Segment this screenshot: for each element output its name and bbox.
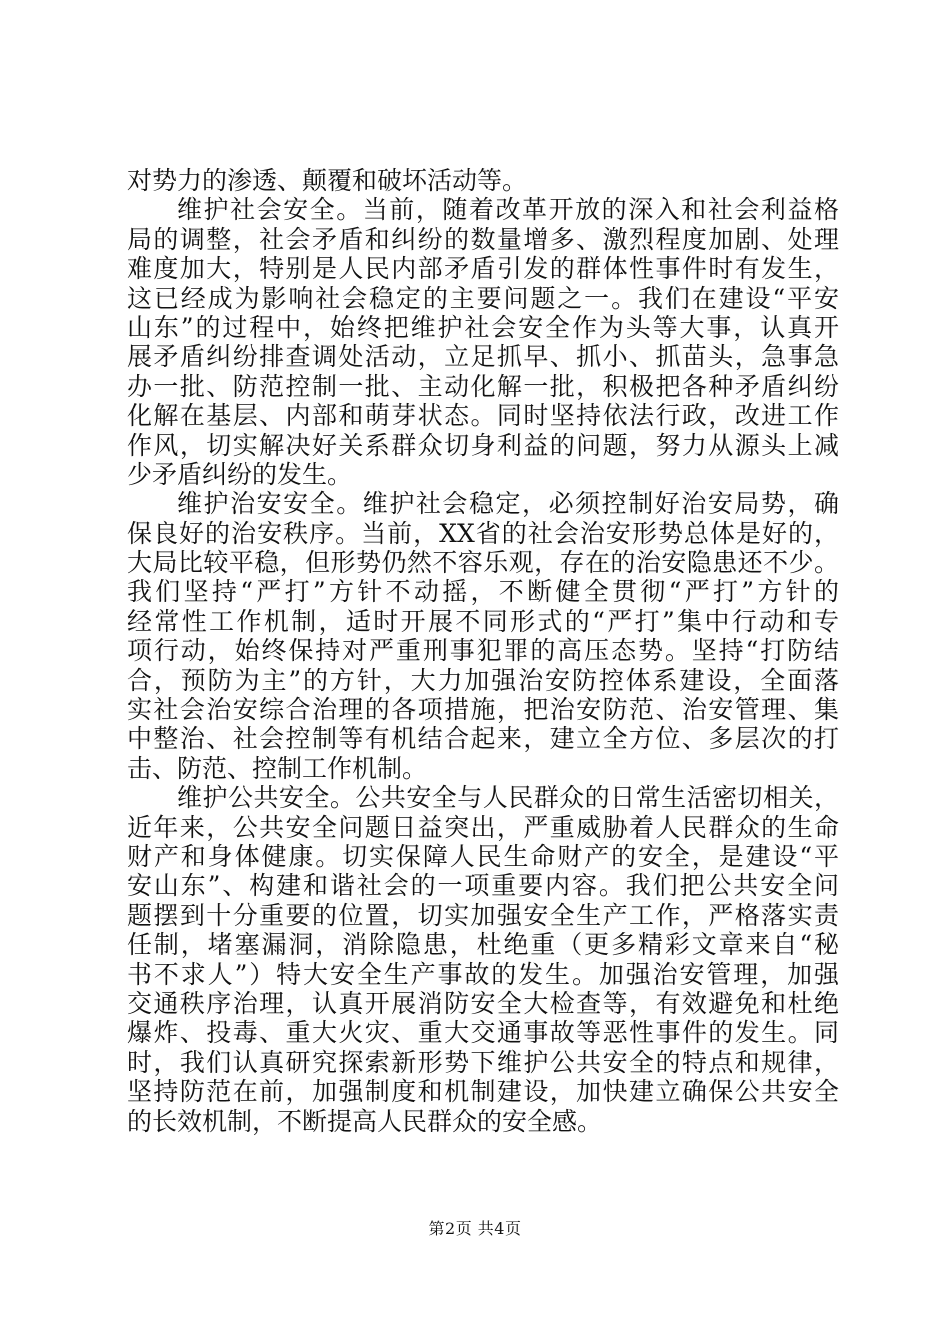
text-line: 山东”的过程中，始终把维护社会安全作为头等大事，认真开 bbox=[127, 312, 839, 342]
text-line: 作风，切实解决好关系群众切身利益的问题，努力从源头上减 bbox=[127, 430, 839, 460]
text-line: 这已经成为影响社会稳定的主要问题之一。我们在建设“平安 bbox=[127, 283, 839, 313]
text-line: 坚持防范在前，加强制度和机制建设，加快建立确保公共安全 bbox=[127, 1077, 839, 1107]
page-footer: 第2页 共4页 bbox=[428, 1219, 522, 1238]
text-line: 安山东”、构建和谐社会的一项重要内容。我们把公共安全问 bbox=[127, 871, 839, 901]
text-line: 维护公共安全。公共安全与人民群众的日常生活密切相关， bbox=[177, 783, 839, 813]
text-line: 经常性工作机制，适时开展不同形式的“严打”集中行动和专 bbox=[127, 606, 839, 636]
text-line: 合，预防为主”的方针，大力加强治安防控体系建设，全面落 bbox=[127, 665, 839, 695]
text-line: 击、防范、控制工作机制。 bbox=[127, 753, 428, 783]
text-line: 保良好的治安秩序。当前，XX省的社会治安形势总体是好的， bbox=[127, 518, 839, 548]
text-line: 难度加大，特别是人民内部矛盾引发的群体性事件时有发生， bbox=[127, 254, 839, 284]
text-line: 维护社会安全。当前，随着改革开放的深入和社会利益格 bbox=[177, 195, 839, 225]
text-line: 爆炸、投毒、重大火灾、重大交通事故等恶性事件的发生。同 bbox=[127, 1018, 839, 1048]
text-line: 办一批、防范控制一批、主动化解一批，积极把各种矛盾纠纷 bbox=[127, 371, 839, 401]
text-line: 的长效机制，不断提高人民群众的安全感。 bbox=[127, 1106, 603, 1136]
text-line: 局的调整，社会矛盾和纠纷的数量增多、激烈程度加剧、处理 bbox=[127, 224, 839, 254]
text-line: 财产和身体健康。切实保障人民生命财产的安全，是建设“平 bbox=[127, 841, 839, 871]
text-line: 大局比较平稳，但形势仍然不容乐观，存在的治安隐患还不少。 bbox=[127, 548, 839, 578]
text-line: 交通秩序治理，认真开展消防安全大检查等，有效避免和杜绝 bbox=[127, 988, 839, 1018]
text-line: 化解在基层、内部和萌芽状态。同时坚持依法行政，改进工作 bbox=[127, 401, 839, 431]
text-line: 题摆到十分重要的位置，切实加强安全生产工作，严格落实责 bbox=[127, 900, 839, 930]
text-line: 实社会治安综合治理的各项措施，把治安防范、治安管理、集 bbox=[127, 695, 839, 725]
text-line: 近年来，公共安全问题日益突出，严重威胁着人民群众的生命 bbox=[127, 812, 839, 842]
text-line: 时，我们认真研究探索新形势下维护公共安全的特点和规律， bbox=[127, 1047, 839, 1077]
text-line: 项行动，始终保持对严重刑事犯罪的高压态势。坚持“打防结 bbox=[127, 636, 839, 666]
text-line: 书不求人”）特大安全生产事故的发生。加强治安管理，加强 bbox=[127, 959, 839, 989]
document-body bbox=[127, 166, 839, 1136]
text-line: 任制，堵塞漏洞，消除隐患，杜绝重（更多精彩文章来自“秘 bbox=[127, 930, 839, 960]
text-line: 维护治安安全。维护社会稳定，必须控制好治安局势，确 bbox=[177, 489, 839, 519]
text-line: 少矛盾纠纷的发生。 bbox=[127, 459, 353, 489]
text-line: 中整治、社会控制等有机结合起来，建立全方位、多层次的打 bbox=[127, 724, 839, 754]
text-line: 展矛盾纠纷排查调处活动，立足抓早、抓小、抓苗头，急事急 bbox=[127, 342, 839, 372]
text-line: 我们坚持“严打”方针不动摇，不断健全贯彻“严打”方针的 bbox=[127, 577, 839, 607]
text-line: 对势力的渗透、颠覆和破坏活动等。 bbox=[127, 166, 528, 195]
